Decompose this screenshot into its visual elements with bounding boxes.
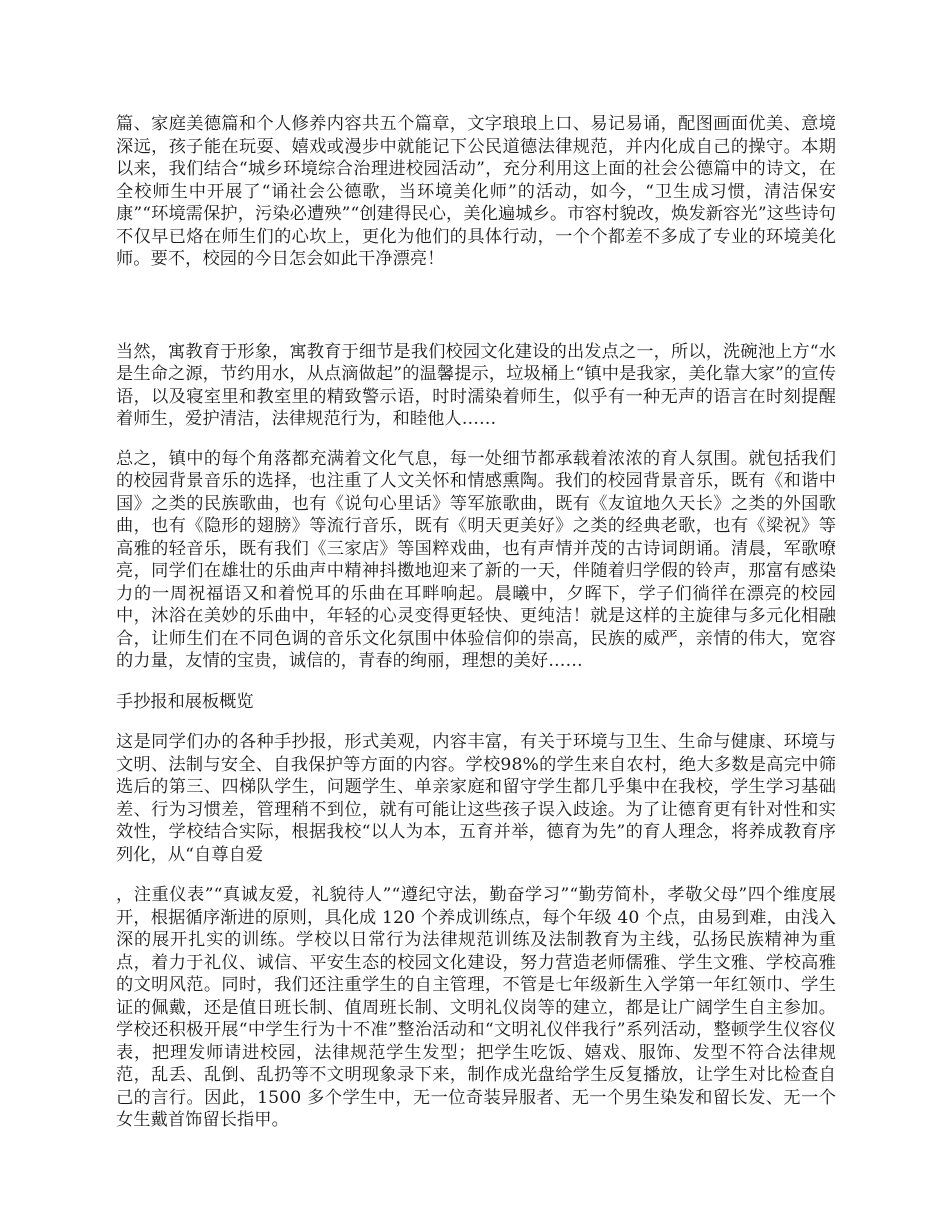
paragraph-detail-education: 当然，寓教育于形象，寓教育于细节是我们校园文化建设的出发点之一，所以，洗碗池上方“水是生命之源，节约用水，从点滴做起”的温馨提示，垃圾桶上“镇中是我家，美化靠大家”的宣传语，以及寝室里和教室里的精致警示语，时时濡染着师生，似乎有一种无声的语言在时刻提醒着师生，爱护清洁，法律规范行为，和睦他人…… bbox=[116, 341, 836, 429]
paragraph-handwritten-newspapers: 这是同学们办的各种手抄报，形式美观，内容丰富，有关于环境与卫生、生命与健康、环境与文明、法制与安全、自我保护等方面的内容。学校98%的学生来自农村，绝大多数是高完中筛选后的第三、四梯队学生，问题学生、单亲家庭和留守学生都几乎集中在我校，学生学习基础差、行为习惯差，管理稍不到位，就有可能让这些孩子误入歧途。为了让德育更有针对性和实效性，学校结合实际，根据我校“以人为本，五育并举，德育为先”的育人理念，将养成教育序列化，从“自尊自爱 bbox=[116, 732, 836, 865]
paragraph-habit-training: ，注重仪表”“真诚友爱，礼貌待人”“遵纪守法，勤奋学习”“勤劳简朴，孝敬父母”四个维度展开，根据循序渐进的原则，具化成 120 个养成训练点，每个年级 40 个点，由易到难，由浅入深的展开扎实的训练。学校以日常行为法律规范训练及法制教育为主线，弘扬民族精神为重点，着力于礼仪、诚信、平安生态的校园文化建设，努力营造老师儒雅、学生文雅、学校高雅的文明风范。同时，我们还注重学生的自主管理，不管是七年级新生入学第一年红领巾、学生证的佩戴，还是值日班长制、值周班长制、文明礼仪岗等的建立，都是让广阔学生自主参加。学校还积极开展“中学生行为十不准”整治活动和“文明礼仪伴我行”系列活动，整顿学生仪容仪表，把理发师请进校园，法律规范学生发型；把学生吃饭、嬉戏、服饰、发型不符合法律规范，乱丢、乱倒、乱扔等不文明现象录下来，制作成光盘给学生反复播放，让学生对比检查自己的言行。因此，1500 多个学生中，无一位奇装异服者、无一个男生染发和留长发、无一个女生戴首饰留长指甲。 bbox=[116, 885, 836, 1130]
paragraph-moral-verses: 篇、家庭美德篇和个人修养内容共五个篇章，文字琅琅上口、易记易诵，配图画面优美、意境深远，孩子能在玩耍、嬉戏或漫步中就能记下公民道德法律规范，并内化成自己的操守。本期以来，我们结合“城乡环境综合治理进校园活动”，充分利用这上面的社会公德篇中的诗文，在全校师生中开展了“诵社会公德歌，当环境美化师”的活动，如今，“卫生成习惯，清洁保安康”“环境需保护，污染必遭殃”“创建得民心，美化遍城乡。市容村貌改，焕发新容光”这些诗句不仅早已烙在师生们的心坎上，更化为他们的具体行动，一个个都差不多成了专业的环境美化师。要不，校园的今日怎会如此干净漂亮！ bbox=[116, 114, 836, 269]
section-heading: 手抄报和展板概览 bbox=[116, 691, 254, 712]
document-body bbox=[116, 113, 836, 1132]
paragraph-campus-music: 总之，镇中的每个角落都充满着文化气息，每一处细节都承载着浓浓的育人氛围。就包括我们的校园背景音乐的选择，也注重了人文关怀和情感熏陶。我们的校园背景音乐，既有《和谐中国》之类的民族歌曲，也有《说句心里话》等军旅歌曲，既有《友谊地久天长》之类的外国歌曲，也有《隐形的翅膀》等流行音乐，既有《明天更美好》之类的经典老歌，也有《梁祝》等高雅的轻音乐，既有我们《三家店》等国粹戏曲，也有声情并茂的古诗词朗诵。清晨，军歌嘹亮，同学们在雄壮的乐曲声中精神抖擞地迎来了新的一天，伴随着归学假的铃声，那富有感染力的一周祝福语又和着悦耳的乐曲在耳畔响起。晨曦中，夕晖下，学子们徜徉在漂亮的校园中，沐浴在美妙的乐曲中，年轻的心灵变得更轻快、更纯洁！就是这样的主旋律与多元化相融合，让师生们在不同色调的音乐文化氛围中体验信仰的崇高，民族的威严，亲情的伟大，宽容的力量，友情的宝贵，诚信的，青春的绚丽，理想的美好…… bbox=[116, 448, 836, 671]
